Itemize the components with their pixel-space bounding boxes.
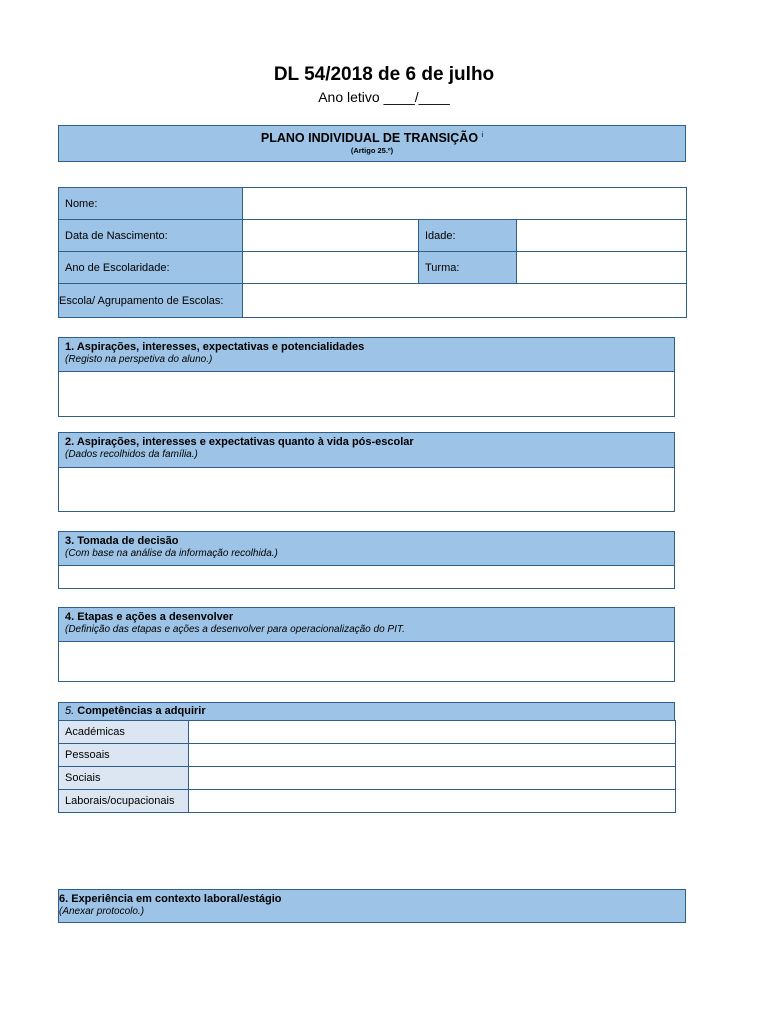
competency-social-field[interactable] xyxy=(189,767,676,790)
competency-personal-label: Pessoais xyxy=(59,744,189,767)
section-2-header xyxy=(58,432,675,468)
competency-personal-field[interactable] xyxy=(189,744,676,767)
section-4-field[interactable] xyxy=(58,641,675,682)
class-label: Turma: xyxy=(419,252,517,284)
section-2-note: (Dados recolhidos da família.) xyxy=(65,449,198,460)
name-field[interactable] xyxy=(243,188,687,220)
section-6-note: (Anexar protocolo.) xyxy=(59,906,145,917)
school-year-line: Ano letivo ____/____ xyxy=(318,89,450,105)
grade-label: Ano de Escolaridade: xyxy=(59,252,243,284)
identification-table xyxy=(58,187,687,318)
section-5-number: 5. xyxy=(65,705,75,717)
name-label: Nome: xyxy=(59,188,243,220)
section-5-header xyxy=(58,702,675,721)
document-title: DL 54/2018 de 6 de julho xyxy=(273,64,495,85)
competency-occupational-field[interactable] xyxy=(189,790,676,813)
class-field[interactable] xyxy=(517,252,687,284)
competency-social-label: Sociais xyxy=(59,767,189,790)
school-label: Escola/ Agrupamento de Escolas: xyxy=(59,284,243,318)
section-6-header xyxy=(58,889,686,923)
competency-academic-field[interactable] xyxy=(189,721,676,744)
plan-banner xyxy=(58,125,686,162)
section-2-title: 2. Aspirações, interesses e expectativas quanto à vida pós-escolar xyxy=(65,436,414,448)
section-2-field[interactable] xyxy=(58,467,675,512)
section-3-title: 3. Tomada de decisão xyxy=(65,535,179,547)
section-4-header xyxy=(58,607,675,642)
age-label: Idade: xyxy=(419,220,517,252)
grade-field[interactable] xyxy=(243,252,419,284)
plan-article: (Artigo 25.º) xyxy=(350,146,394,155)
section-1-title: 1. Aspirações, interesses, expectativas e potencialidades xyxy=(65,341,365,353)
section-3-field[interactable] xyxy=(58,565,675,589)
competency-occupational-label: Laborais/ocupacionais xyxy=(59,790,189,813)
section-1-header xyxy=(58,337,675,372)
school-field[interactable] xyxy=(243,284,687,318)
section-1-note: (Registo na perspetiva do aluno.) xyxy=(65,354,213,365)
section-3-header xyxy=(58,531,675,566)
competency-academic-label: Académicas xyxy=(59,721,189,744)
birth-date-label: Data de Nascimento: xyxy=(59,220,243,252)
age-field[interactable] xyxy=(517,220,687,252)
competencies-table xyxy=(58,720,676,813)
plan-title-text: PLANO INDIVIDUAL DE TRANSIÇÃO xyxy=(260,131,479,145)
section-6-title: 6. Experiência em contexto laboral/estágio xyxy=(59,893,282,905)
section-3-note: (Com base na análise da informação recolhida.) xyxy=(65,548,278,559)
section-4-title: 4. Etapas e ações a desenvolver xyxy=(65,611,234,623)
section-4-note: (Definição das etapas e ações a desenvolver para operacionalização do PIT. xyxy=(65,624,405,635)
plan-title xyxy=(59,131,685,145)
section-5-title: Competências a adquirir xyxy=(77,705,206,717)
section-1-field[interactable] xyxy=(58,371,675,417)
birth-date-field[interactable] xyxy=(243,220,419,252)
footnote-mark: i xyxy=(481,131,484,139)
